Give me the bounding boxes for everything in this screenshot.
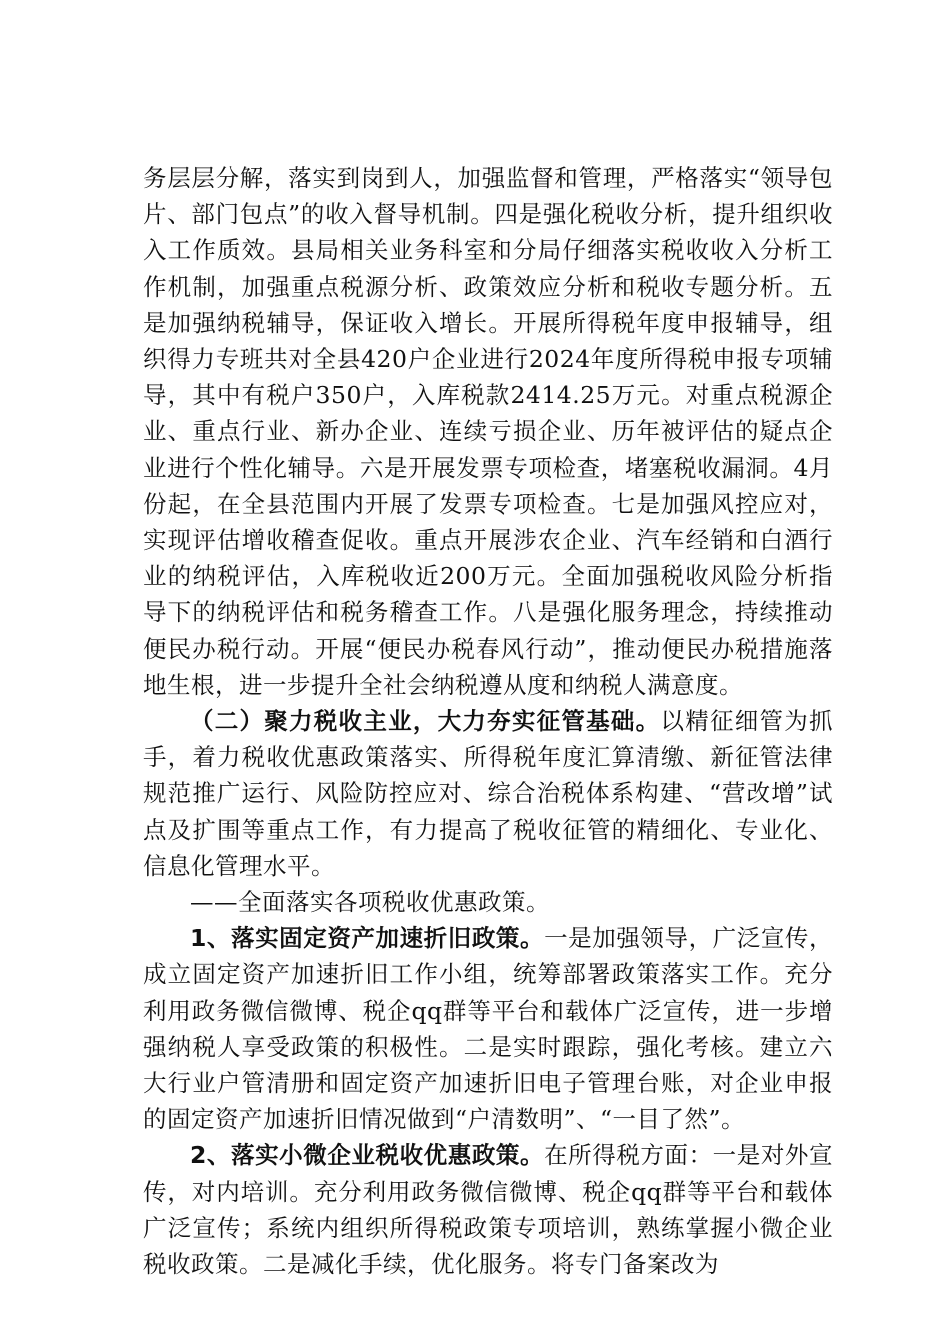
section-heading: （二）聚力税收主业，大力夯实征管基础。 [190,707,661,736]
paragraph-text: 在所得税方面：一是对外宣传，对内培训。充分利用政务微信微博、税企qq群等平台和载体广泛宣传；系统内组织所得税政策专项培训，熟练掌握小微企业税收政策。二是减化手续，优化服务。将专门备案改为 [143,1141,833,1279]
item-heading: 2、落实小微企业税收优惠政策。 [190,1141,545,1170]
item-heading: 1、落实固定资产加速折旧政策。 [190,924,545,953]
paragraph-text: 务层层分解，落实到岗到人，加强监督和管理，严格落实“领导包片、部门包点”的收入督导机制。四是强化税收分析，提升组织收入工作质效。县局相关业务科室和分局仔细落实税收收入分析工作机制，加强重点税源分析、政策效应分析和税收专题分析。五是加强纳税辅导，保证收入增长。开展所得税年度申报辅导，组织得力专班共对全县420户企业进行2024年度所得税申报专项辅导，其中有税户350户，入库税款2414.25万元。对重点税源企业、重点行业、新办企业、连续亏损企业、历年被评估的疑点企业进行个性化辅导。六是开展发票专项检查，堵塞税收漏洞。4月份起，在全县范围内开展了发票专项检查。七是加强风控应对，实现评估增收稽查促收。重点开展涉农企业、汽车经销和白酒行业的纳税评估，入库税收近200万元。全面加强税收风险分析指导下的纳税评估和税务稽查工作。八是强化服务理念，持续推动便民办税行动。开展“便民办税春风行动”，推动便民办税措施落地生根，进一步提升全社会纳税遵从度和纳税人满意度。 [143,164,833,699]
paragraph-text: 一是加强领导，广泛宣传，成立固定资产加速折旧工作小组，统筹部署政策落实工作。充分利用政务微信微博、税企qq群等平台和载体广泛宣传，进一步增强纳税人享受政策的积极性。二是实时跟踪，强化考核。建立六大行业户管清册和固定资产加速折旧电子管理台账，对企业申报的固定资产加速折旧情况做到“户清数明”、“一目了然”。 [143,924,833,1134]
paragraph-revenue-measures [143,160,833,703]
paragraph-small-business-policy [143,1137,833,1282]
subsection-title-text: ——全面落实各项税收优惠政策。 [190,888,550,917]
document-body [143,160,833,1282]
paragraph-depreciation-policy [143,920,833,1137]
paragraph-text: 以精征细管为抓手，着力税收优惠政策落实、所得税年度汇算清缴、新征管法律规范推广运行、风险防控应对、综合治税体系构建、“营改增”试点及扩围等重点工作，有力提高了税收征管的精细化、专业化、信息化管理水平。 [143,707,834,880]
subsection-title [143,884,833,920]
paragraph-section-two [143,703,833,884]
